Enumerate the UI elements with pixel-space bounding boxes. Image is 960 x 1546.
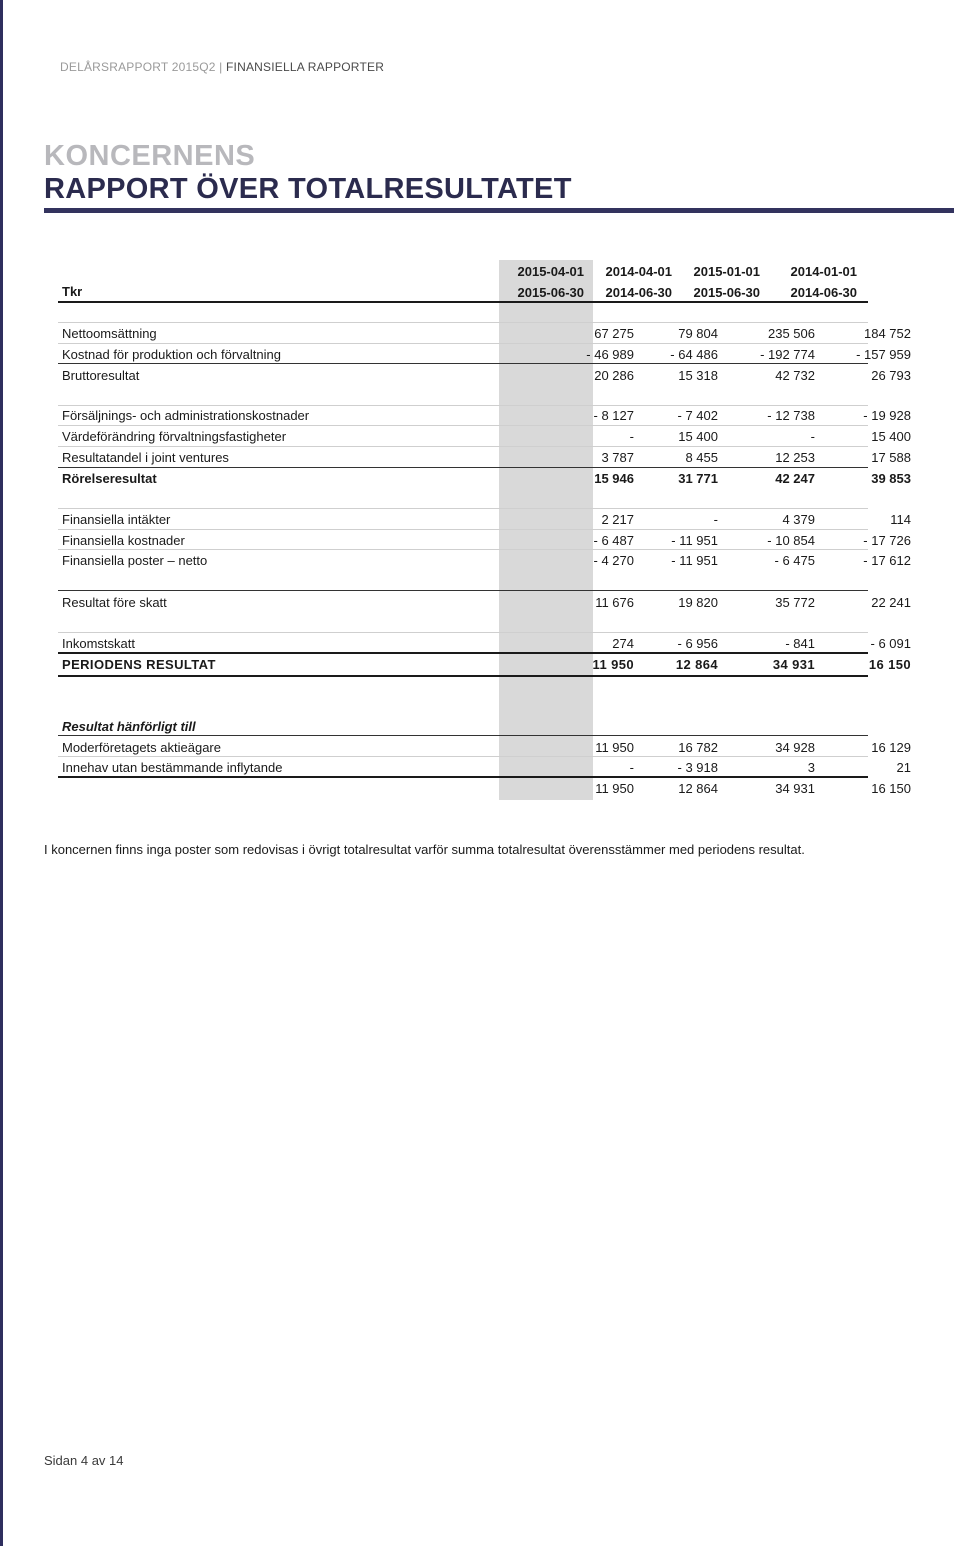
table-row: Nettoomsättning 67 275 79 804 235 506 184 752 <box>62 326 911 341</box>
footnote: I koncernen finns inga poster som redovisas i övrigt totalresultat varför summa totalresultat överensstämmer med periodens resultat. <box>44 842 805 857</box>
table-row: Moderföretagets aktieägare 11 950 16 782 34 928 16 129 <box>62 740 911 755</box>
page-title-line1: KONCERNENS <box>44 140 256 172</box>
running-header <box>60 60 384 74</box>
table-row-subtotal: Bruttoresultat 20 286 15 318 42 732 26 793 <box>62 368 911 383</box>
unit-label: Tkr <box>62 284 83 299</box>
header-rule <box>58 301 868 303</box>
row-separator <box>58 675 868 677</box>
title-rule <box>44 208 954 213</box>
table-row: Finansiella intäkter 2 217 - 4 379 114 <box>62 512 911 527</box>
table-row: Försäljnings- och administrationskostnader - 8 127 - 7 402 - 12 738 - 19 928 <box>62 408 911 423</box>
table-row-period-result: PERIODENS RESULTAT 11 950 12 864 34 931 16 150 <box>62 657 911 672</box>
column-header-2: 2014-04-01 2014-06-30 <box>605 264 672 300</box>
column-header-4: 2014-01-01 2014-06-30 <box>790 264 857 300</box>
column-header-1: 2015-04-01 2015-06-30 <box>517 264 584 300</box>
page-title-line2: RAPPORT ÖVER TOTALRESULTATET <box>44 173 572 205</box>
report-name: DELÅRSRAPPORT 2015Q2 | <box>60 60 223 74</box>
table-row: Kostnad för produktion och förvaltning - 46 989 - 64 486 - 192 774 - 157 959 <box>62 347 911 362</box>
row-separator <box>58 363 868 364</box>
table-row-total: 11 950 12 864 34 931 16 150 <box>595 781 911 796</box>
left-edge-rule <box>0 0 3 1546</box>
table-row: Värdeförändring förvaltningsfastigheter - 15 400 - 15 400 <box>62 429 911 444</box>
table-row: Finansiella poster – netto - 4 270 - 11 951 - 6 475 - 17 612 <box>62 553 911 568</box>
page-number: Sidan 4 av 14 <box>44 1453 124 1468</box>
column-header-3: 2015-01-01 2015-06-30 <box>693 264 760 300</box>
attribution-heading-row: Resultat hänförligt till <box>62 719 196 734</box>
table-row: Finansiella kostnader - 6 487 - 11 951 - 10 854 - 17 726 <box>62 533 911 548</box>
table-row: Inkomstskatt 274 - 6 956 - 841 - 6 091 <box>62 636 911 651</box>
row-separator <box>58 590 868 591</box>
table-row: Resultatandel i joint ventures 3 787 8 455 12 253 17 588 <box>62 450 911 465</box>
section-name: FINANSIELLA RAPPORTER <box>226 60 385 74</box>
table-row-operating-result: Rörelseresultat 15 946 31 771 42 247 39 853 <box>62 471 911 486</box>
table-row: Resultat före skatt 11 676 19 820 35 772 22 241 <box>62 595 911 610</box>
table-row: Innehav utan bestämmande inflytande - - 3 918 3 21 <box>62 760 911 775</box>
row-separator <box>58 735 868 736</box>
